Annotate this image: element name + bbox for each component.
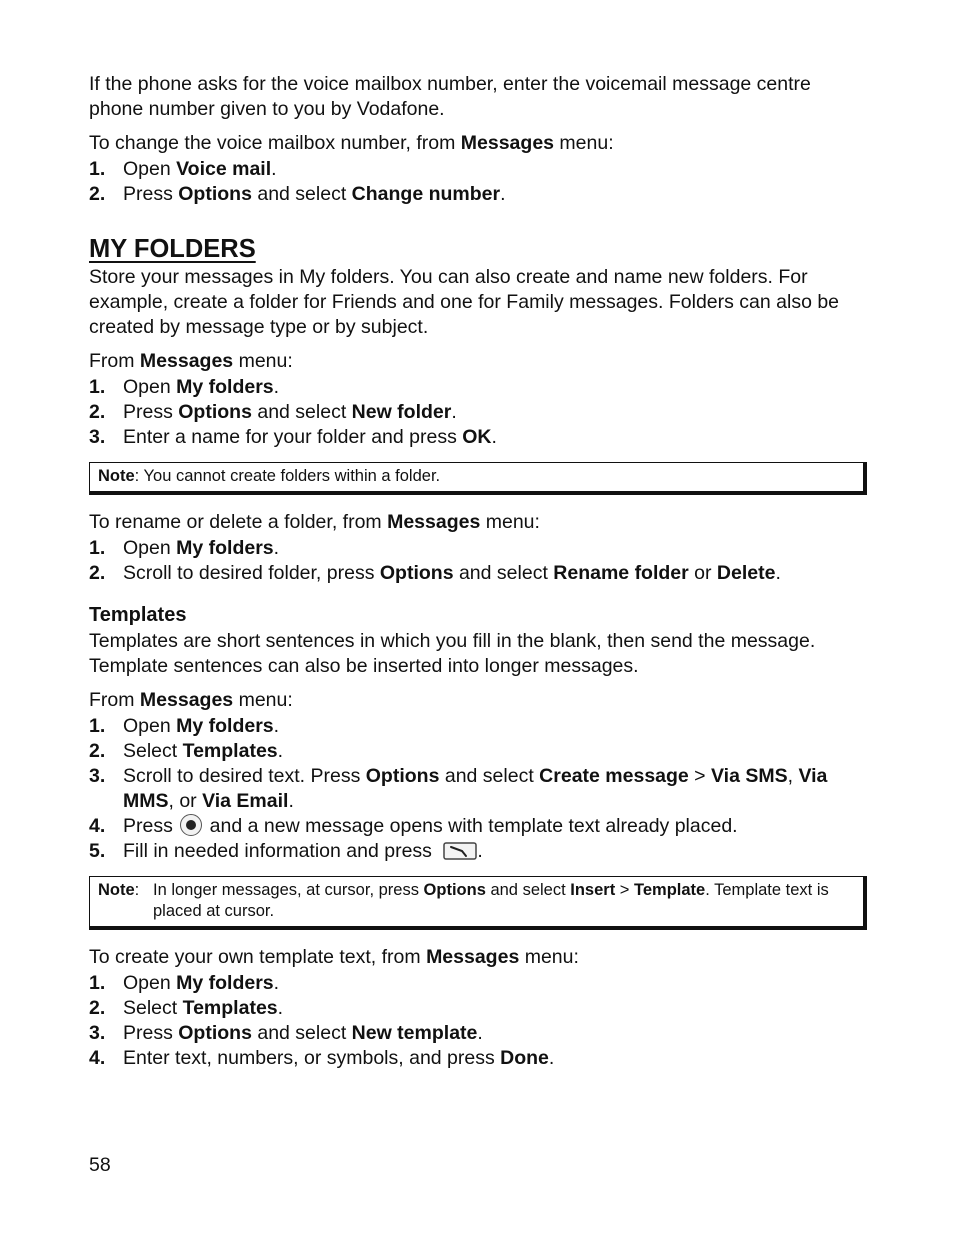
send-key-icon bbox=[443, 842, 477, 860]
new-folder-steps bbox=[89, 375, 867, 450]
list-item: 2. Press Options and select Change number. bbox=[89, 183, 506, 205]
note-label: Note bbox=[98, 881, 135, 899]
page-number: 58 bbox=[89, 1154, 111, 1176]
list-item: 1. Open My folders. bbox=[89, 972, 280, 994]
change-number-steps bbox=[89, 157, 867, 207]
voicemail-intro-paragraph: If the phone asks for the voice mailbox number, enter the voicemail message centre phone number given to you by Vodafone. bbox=[89, 73, 811, 120]
rename-delete-steps bbox=[89, 536, 867, 586]
list-item: 2. Select Templates. bbox=[89, 740, 284, 762]
document-page bbox=[89, 72, 867, 1071]
templates-steps bbox=[89, 714, 867, 864]
create-template-intro: To create your own template text, from Messages menu: bbox=[89, 946, 579, 968]
my-folders-from-menu: From Messages menu: bbox=[89, 350, 293, 372]
list-item: 1. Open My folders. bbox=[89, 715, 280, 737]
list-item: 1. Open Voice mail. bbox=[89, 158, 277, 180]
create-template-steps bbox=[89, 971, 867, 1071]
list-item: 2. Press Options and select New folder. bbox=[89, 401, 457, 423]
list-item: 4. Press and a new message opens with template text already placed. bbox=[89, 815, 738, 837]
templates-description: Templates are short sentences in which you fill in the blank, then send the message. Template sentences can also be inserted into longer messages. bbox=[89, 630, 816, 677]
list-item: 4. Enter text, numbers, or symbols, and press Done. bbox=[89, 1047, 555, 1069]
templates-from-menu: From Messages menu: bbox=[89, 689, 293, 711]
list-item: 2. Scroll to desired folder, press Options and select Rename folder or Delete. bbox=[89, 562, 781, 584]
note-text: : You cannot create folders within a folder. bbox=[134, 467, 441, 485]
list-item: 1. Open My folders. bbox=[89, 537, 280, 559]
note-text: In longer messages, at cursor, press Options and select Insert > Template. Template text is placed at cursor. bbox=[153, 881, 829, 920]
my-folders-heading: MY FOLDERS bbox=[89, 235, 256, 263]
list-item: 3. Press Options and select New template. bbox=[89, 1022, 483, 1044]
list-item: 3. Scroll to desired text. Press Options and select Create message > Via SMS, Via MMS, or Via Email. bbox=[89, 765, 828, 812]
change-number-intro: To change the voice mailbox number, from Messages menu: bbox=[89, 132, 614, 154]
list-item: 2. Select Templates. bbox=[89, 997, 284, 1019]
my-folders-description: Store your messages in My folders. You can also create and name new folders. For example, create a folder for Friends and one for Family messages. Folders can also be created by message type or by subject. bbox=[89, 266, 840, 338]
list-item: 3. Enter a name for your folder and press OK. bbox=[89, 426, 497, 448]
templates-heading: Templates bbox=[89, 604, 187, 626]
list-item: 1. Open My folders. bbox=[89, 376, 280, 398]
templates-note-box: Note: In longer messages, at cursor, press Options and select Insert > Template. Template text is placed at cursor. bbox=[89, 876, 867, 930]
rename-delete-intro: To rename or delete a folder, from Messages menu: bbox=[89, 511, 540, 533]
folders-note-box bbox=[89, 462, 867, 495]
select-key-icon bbox=[180, 814, 202, 836]
note-label: Note bbox=[98, 467, 135, 485]
list-item: 5. Fill in needed information and press . bbox=[89, 840, 483, 862]
